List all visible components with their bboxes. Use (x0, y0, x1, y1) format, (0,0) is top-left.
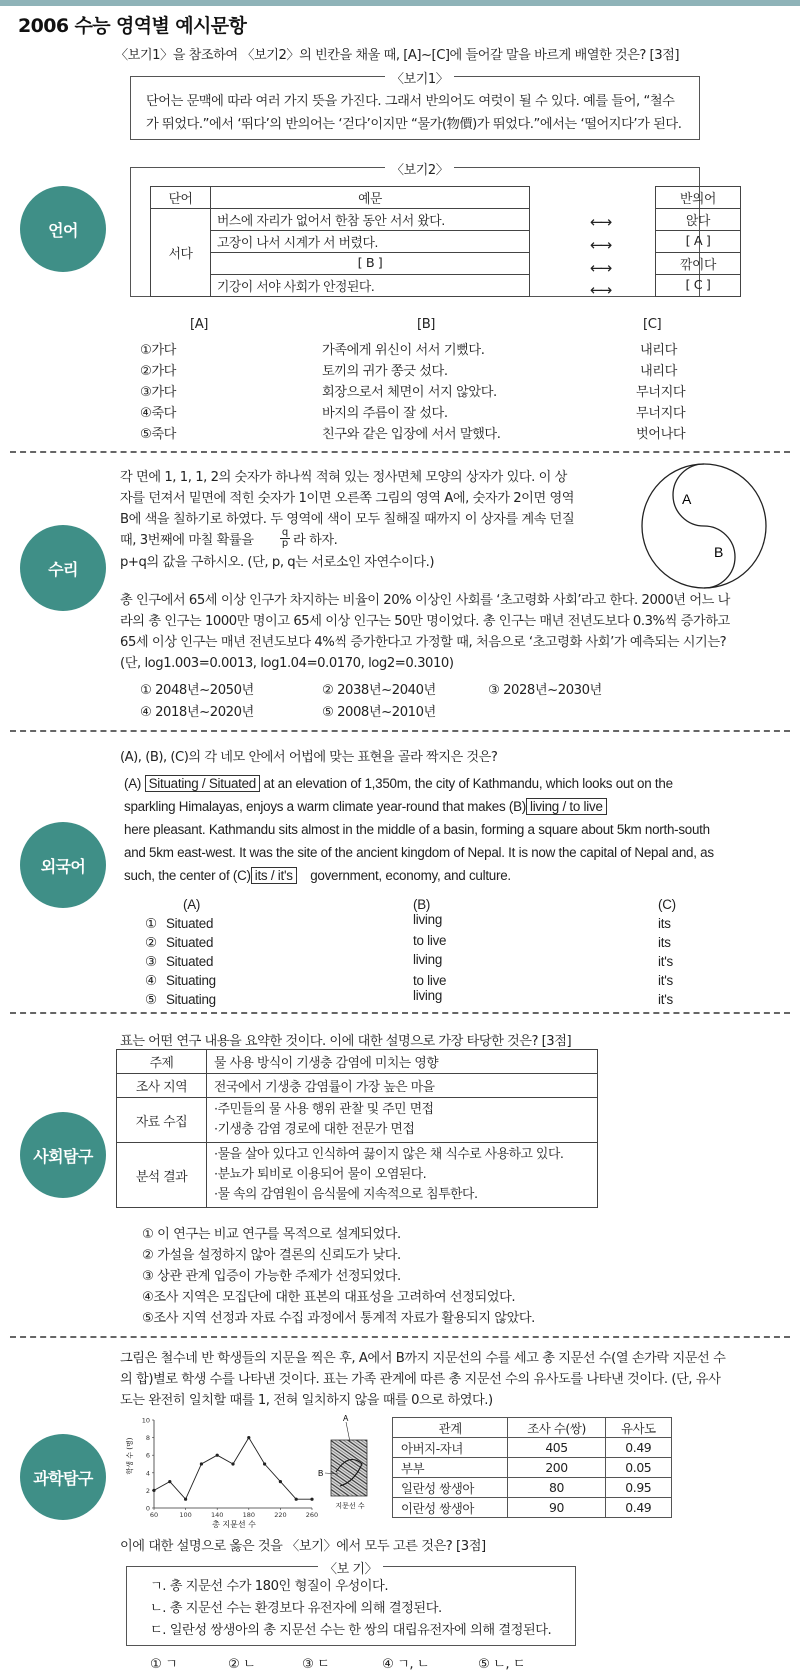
language-option-c: 내리다 (640, 343, 677, 358)
math-p2-line: (단, log1.003=0.0013, log1.04=0.0170, log2=0.3010) (120, 656, 454, 671)
blank-label-a: (A) (124, 776, 142, 791)
section-badge-language: 언어 (20, 186, 106, 272)
english-option-c: it's (658, 992, 673, 1007)
language-box1-line2: 가 뛰었다.”에서 ‘뛰다’의 반의어는 ‘걷다’이지만 “물가(物價)가 뛰었다.”에서는 ‘떨어지다’가 된다. (146, 117, 682, 132)
fingerprint-line-chart (120, 1412, 320, 1530)
language-option-a[interactable]: ③가다 (140, 385, 176, 400)
probability-fraction (280, 528, 290, 549)
table-header: 유사도 (605, 1418, 671, 1438)
science-question2: 이에 대한 설명으로 옳은 것을 〈보기〉에서 모두 고른 것은? [3점] (120, 1539, 486, 1554)
chart-data-point (200, 1462, 203, 1465)
region-b-label: B (714, 544, 724, 560)
english-option-a: Situated (166, 935, 214, 950)
chart-data-point (184, 1498, 187, 1501)
section-divider (10, 1012, 790, 1014)
fingerprint-caption: 지문선 수 (335, 1502, 365, 1510)
chart-y-tick-label: 4 (145, 1469, 150, 1478)
table-cell: 200 (508, 1458, 605, 1478)
antonym-cell: [ C ] (656, 275, 741, 297)
english-option-c: it's (658, 954, 673, 969)
language-option-c: 무너지다 (636, 406, 686, 421)
english-option-b: living (413, 988, 443, 1003)
chart-y-tick-label: 10 (141, 1416, 150, 1425)
section-divider (10, 1336, 790, 1338)
row-value: ·주민들의 물 사용 행위 관찰 및 주민 면접 (214, 1102, 434, 1117)
chart-data-point (310, 1498, 313, 1501)
example-row: [ B ] (211, 253, 530, 275)
language-option-b: 회장으로서 체면이 서지 않았다. (322, 385, 497, 400)
table-cell: 405 (508, 1438, 605, 1458)
choice-box-b: living / to live (526, 798, 607, 815)
language-box1-line1: 단어는 문맥에 따라 여러 가지 뜻을 가진다. 그래서 반의어도 여럿이 될 수 있다. 예를 들어, “철수 (146, 94, 675, 109)
row-key: 조사 지역 (117, 1074, 207, 1098)
language-box2-caption: 〈보기2〉 (385, 159, 454, 178)
region-s-curve (673, 464, 735, 588)
table-cell: 0.05 (605, 1458, 671, 1478)
fingerprint-pointer-a (346, 1422, 350, 1442)
chart-data-point (216, 1454, 219, 1457)
row-value: ·물을 살아 있다고 인식하여 끓이지 않은 채 식수로 사용하고 있다. (214, 1147, 564, 1162)
english-option-b: living (413, 912, 443, 927)
math-option[interactable]: ④ 2018년~2020년 (140, 705, 254, 720)
english-header-a: (A) (183, 897, 201, 912)
table-cell: 0.49 (605, 1498, 671, 1518)
chart-y-axis-label: 학생 수 (명) (126, 1437, 134, 1475)
chart-data-point (152, 1489, 155, 1492)
choice-header-a: [A] (190, 317, 208, 332)
language-option-b: 바지의 주름이 잘 섰다. (322, 406, 448, 421)
fingerprint-label-b: B (318, 1469, 324, 1478)
chart-series-line (154, 1438, 312, 1500)
row-value: ·분뇨가 퇴비로 이용되어 물이 오염된다. (214, 1167, 427, 1182)
example-row: 고장이 나서 시계가 서 버렸다. (211, 231, 530, 253)
double-arrow-icon: ←→ (590, 281, 610, 299)
language-question: 〈보기1〉을 참조하여 〈보기2〉의 빈칸을 채울 때, [A]~[C]에 들어갈 말을 바르게 배열한 것은? [3점] (115, 48, 679, 63)
section-badge-english: 외국어 (20, 822, 106, 908)
example-row: 기강이 서야 사회가 안정된다. (211, 275, 530, 297)
row-value: ·물 속의 감염원이 음식물에 지속적으로 침투한다. (214, 1187, 478, 1202)
example-row: 버스에 자리가 없어서 한참 동안 서서 왔다. (211, 209, 530, 231)
social-question: 표는 어떤 연구 내용을 요약한 것이다. 이에 대한 설명으로 가장 타당한 것은? [3점] (120, 1034, 572, 1049)
header-antonym: 반의어 (656, 187, 741, 209)
fingerprint-label-a: A (343, 1414, 349, 1423)
section-badge-math: 수리 (20, 525, 106, 611)
antonym-cell: [ A ] (656, 231, 741, 253)
page-title: 2006 수능 영역별 예시문항 (18, 15, 247, 37)
bogi-item: ㄷ. 일란성 쌍생아의 총 지문선 수는 한 쌍의 대립유전자에 의해 결정된다. (150, 1623, 552, 1638)
math-p2-line: 총 인구에서 65세 이상 인구가 차지하는 비율이 20% 이상인 사회를 ‘초고령화 사회’라고 한다. 2000년 어느 나 (120, 593, 730, 608)
chart-y-tick-label: 6 (145, 1451, 150, 1460)
language-option-b: 토끼의 귀가 쫑긋 섰다. (322, 364, 448, 379)
english-option-a: Situated (166, 954, 214, 969)
language-box1-caption: 〈보기1〉 (385, 68, 454, 87)
double-arrow-icon: ←→ (590, 259, 610, 277)
science-question-line: 그림은 철수네 반 학생들의 지문을 찍은 후, A에서 B까지 지문선의 수를 세고 총 지문선 수(열 손가락 지문선 수 (120, 1351, 726, 1366)
section-badge-science: 과학탐구 (20, 1434, 106, 1520)
chart-x-axis-label: 총 지문선 수 (212, 1520, 256, 1529)
bogi-item: ㄴ. 총 지문선 수는 환경보다 유전자에 의해 결정된다. (150, 1601, 442, 1616)
social-option[interactable]: ② 가설을 설정하지 않아 결론의 신뢰도가 낮다. (142, 1248, 401, 1263)
table-cell: 이란성 쌍생아 (393, 1498, 508, 1518)
chart-data-point (263, 1462, 266, 1465)
antonym-cell: 앉다 (656, 209, 741, 231)
english-option-b: to live (413, 933, 447, 948)
math-option[interactable]: ③ 2028년~2030년 (488, 683, 602, 698)
science-option[interactable]: ⑤ ㄴ, ㄷ (478, 1657, 526, 1672)
english-option-c: it's (658, 973, 673, 988)
science-option[interactable]: ④ ㄱ, ㄴ (382, 1657, 430, 1672)
passage-text: government, economy, and culture. (310, 868, 511, 883)
fingerprint-image (318, 1412, 382, 1522)
choice-box-a: Situating / Situated (145, 775, 260, 792)
table-header: 관계 (393, 1418, 508, 1438)
language-option-a[interactable]: ①가다 (140, 343, 176, 358)
chart-x-tick-label: 60 (149, 1511, 159, 1519)
math-option[interactable]: ② 2038년~2040년 (322, 683, 436, 698)
chart-x-tick-label: 100 (179, 1511, 192, 1519)
row-value: 전국에서 기생충 감염률이 가장 높은 마을 (207, 1074, 598, 1098)
math-p1-line: 라 하자. (293, 533, 338, 548)
language-option-c: 무너지다 (636, 385, 686, 400)
passage-text: such, the center of (C) (124, 868, 251, 883)
header-example: 예문 (211, 187, 530, 209)
social-option[interactable]: ① 이 연구는 비교 연구를 목적으로 설계되었다. (142, 1227, 401, 1242)
row-key: 자료 수집 (117, 1098, 207, 1143)
chart-x-tick-label: 180 (242, 1511, 256, 1519)
row-key: 주제 (117, 1050, 207, 1074)
region-a-label: A (682, 491, 692, 507)
english-question: (A), (B), (C)의 각 네모 안에서 어법에 맞는 표현을 골라 짝지은 것은? (120, 750, 498, 765)
fraction-denominator: p (281, 538, 289, 549)
chart-x-tick-label: 260 (305, 1511, 319, 1519)
table-cell: 80 (508, 1478, 605, 1498)
english-option-a: Situating (166, 973, 216, 988)
english-option-number[interactable]: ④ (145, 973, 157, 988)
passage-text: sparkling Himalayas, enjoys a warm climate year-round that makes (B) (124, 799, 526, 814)
row-key: 분석 결과 (117, 1143, 207, 1208)
english-option-a: Situating (166, 992, 216, 1007)
social-option[interactable]: ④조사 지역은 모집단에 대한 표본의 대표성을 고려하여 선정되었다. (142, 1290, 516, 1305)
english-header-c: (C) (658, 897, 676, 912)
row-value: 물 사용 방식이 기생충 감염에 미치는 영향 (207, 1050, 598, 1074)
english-passage-line: here pleasant. Kathmandu sits almost in the middle of a basin, forming a square about 5km north-south (124, 822, 710, 837)
section-divider (10, 451, 790, 453)
math-p2-line: 라의 총 인구는 1000만 명이고 65세 이상 인구는 50만 명이었다. 총 인구는 매년 전년도보다 0.3%씩 증가하고 (120, 614, 730, 629)
english-option-number[interactable]: ② (145, 935, 157, 950)
table-cell: 90 (508, 1498, 605, 1518)
chart-data-point (231, 1462, 234, 1465)
english-option-number[interactable]: ⑤ (145, 992, 157, 1007)
section-divider (10, 730, 790, 732)
language-option-b: 친구와 같은 입장에 서서 말했다. (322, 427, 501, 442)
english-option-c: its (658, 916, 671, 931)
english-option-b: living (413, 952, 443, 967)
english-option-b: to live (413, 973, 447, 988)
section-badge-social: 사회탐구 (20, 1112, 106, 1198)
table-cell: 아버지-자녀 (393, 1438, 508, 1458)
english-option-a: Situated (166, 916, 214, 931)
language-option-a[interactable]: ②가다 (140, 364, 176, 379)
chart-data-point (168, 1480, 171, 1483)
family-similarity-table (392, 1417, 672, 1518)
social-option[interactable]: ⑤조사 지역 선정과 자료 수집 과정에서 통계적 자료가 활용되지 않았다. (142, 1311, 535, 1326)
choice-box-c: its / it's (251, 867, 297, 884)
table-cell: 부부 (393, 1458, 508, 1478)
math-p1-line: 자를 던져서 밑면에 적힌 숫자가 1이면 오른쪽 그림의 영역 A에, 숫자가 2이면 영역 (120, 491, 575, 506)
math-option[interactable]: ⑤ 2008년~2010년 (322, 705, 436, 720)
chart-y-tick-label: 2 (145, 1486, 150, 1495)
math-p1-line: 때, 3번째에 마칠 확률을 (120, 533, 254, 548)
english-passage-line (124, 773, 673, 794)
chart-y-tick-label: 0 (145, 1504, 150, 1513)
chart-data-point (247, 1436, 250, 1439)
choice-header-b: [B] (417, 317, 435, 332)
region-diagram (638, 460, 770, 592)
chart-x-tick-label: 220 (274, 1511, 287, 1519)
english-option-c: its (658, 935, 671, 950)
social-option[interactable]: ③ 상관 관계 입증이 가능한 주제가 선정되었다. (142, 1269, 401, 1284)
science-option[interactable]: ② ㄴ (228, 1657, 256, 1672)
language-option-c: 내리다 (640, 364, 677, 379)
science-question-line: 의 합)별로 학생 수를 나타낸 것이다. 표는 가족 관계에 따른 총 지문선 수의 유사도를 나타낸 것이다. (단, 유사 (120, 1372, 721, 1387)
science-question-line: 도는 완전히 일치할 때를 1, 전혀 일치하지 않을 때를 0으로 하였다.) (120, 1393, 493, 1408)
english-option-number[interactable]: ③ (145, 954, 157, 969)
bogi-item: ㄱ. 총 지문선 수가 180인 형질이 우성이다. (150, 1579, 389, 1594)
language-example-table (150, 186, 530, 297)
science-option[interactable]: ① ㄱ (150, 1657, 178, 1672)
language-option-a[interactable]: ⑤죽다 (140, 427, 176, 442)
table-cell: 일란성 쌍생아 (393, 1478, 508, 1498)
english-passage-line (124, 865, 511, 886)
math-p1-line: 각 면에 1, 1, 1, 2의 숫자가 하나씩 적혀 있는 정사면체 모양의 상자가 있다. 이 상 (120, 470, 567, 485)
passage-text: at an elevation of 1,350m, the city of Kathmandu, which looks out on the (263, 776, 673, 791)
choice-header-c: [C] (643, 317, 662, 332)
fraction-numerator: q (281, 527, 289, 538)
chart-y-tick-label: 8 (145, 1434, 150, 1443)
english-header-b: (B) (413, 897, 431, 912)
double-arrow-icon: ←→ (590, 236, 610, 254)
table-header: 조사 수(쌍) (508, 1418, 605, 1438)
social-research-table (116, 1049, 598, 1208)
math-option[interactable]: ① 2048년~2050년 (140, 683, 254, 698)
language-antonym-table (655, 186, 741, 297)
language-option-c: 벗어나다 (636, 427, 686, 442)
top-accent-bar (0, 0, 800, 6)
chart-data-point (295, 1498, 298, 1501)
language-option-a[interactable]: ④죽다 (140, 406, 176, 421)
science-bogi-caption: 〈보 기〉 (318, 1558, 383, 1577)
math-p2-line: 65세 이상 인구는 매년 전년도보다 4%씩 증가한다고 가정할 때, 처음으로 ‘초고령화 사회’가 예측되는 시기는? (120, 635, 727, 650)
english-option-number[interactable]: ① (145, 916, 157, 931)
chart-data-point (279, 1480, 282, 1483)
table-cell: 0.49 (605, 1438, 671, 1458)
double-arrow-icon: ←→ (590, 213, 610, 231)
english-passage-line: and 5km east-west. It was the site of the ancient kingdom of Nepal. It is now the capital of Nepal and, as (124, 845, 714, 860)
language-option-b: 가족에게 위신이 서서 기뻤다. (322, 343, 485, 358)
english-passage-line (124, 796, 607, 817)
math-p1-line: B에 색을 칠하기로 하였다. 두 영역에 색이 모두 칠해질 때까지 이 상자를 계속 던질 (120, 512, 575, 527)
table-cell: 0.95 (605, 1478, 671, 1498)
fingerprint-print (331, 1440, 367, 1496)
antonym-cell: 깎이다 (656, 253, 741, 275)
header-word: 단어 (151, 187, 211, 209)
chart-x-tick-label: 140 (210, 1511, 224, 1519)
science-option[interactable]: ③ ㄷ (302, 1657, 330, 1672)
word-cell: 서다 (151, 209, 211, 297)
math-p1-line: p+q의 값을 구하시오. (단, p, q는 서로소인 자연수이다.) (120, 555, 435, 570)
row-value: ·기생충 감염 경로에 대한 전문가 면접 (214, 1122, 415, 1137)
